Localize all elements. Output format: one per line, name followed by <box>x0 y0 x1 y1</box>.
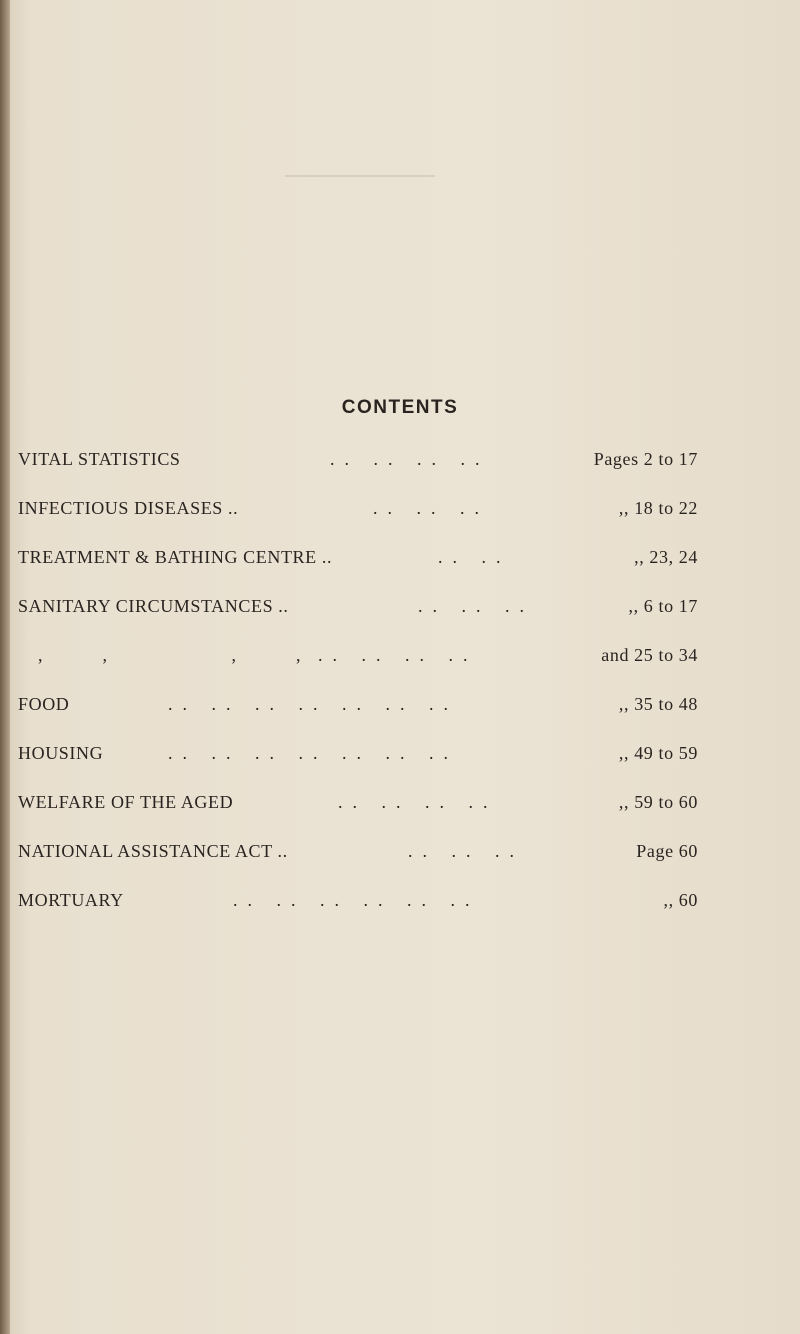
toc-entry-label: SANITARY CIRCUMSTANCES .. <box>18 596 289 616</box>
toc-page-ref: ,, 35 to 48 <box>618 694 698 714</box>
toc-entry <box>18 498 698 524</box>
toc-entry-label: FOOD <box>18 694 70 714</box>
toc-entry <box>18 694 698 720</box>
page-binding-edge <box>0 0 10 1334</box>
toc-leader-dots: .. .. .. <box>373 498 489 518</box>
toc-page-ref: ,, 59 to 60 <box>618 792 698 812</box>
toc-entry-label: INFECTIOUS DISEASES .. <box>18 498 239 518</box>
toc-entry-label: MORTUARY <box>18 890 124 910</box>
toc-page-ref: ,, 23, 24 <box>634 547 698 567</box>
toc-entry-label: HOUSING <box>18 743 104 763</box>
toc-page-ref: ,, 60 <box>663 890 698 910</box>
toc-leader-dots: .. .. .. <box>418 596 534 616</box>
toc-leader-dots: .. .. .. .. <box>338 792 498 812</box>
contents-heading: CONTENTS <box>341 397 459 418</box>
toc-entry-label: NATIONAL ASSISTANCE ACT .. <box>18 841 288 861</box>
toc-leader-dots: .. .. .. <box>408 841 524 861</box>
toc-leader-dots: .. .. <box>438 547 511 567</box>
toc-entry <box>18 841 698 867</box>
toc-entry <box>18 645 698 671</box>
toc-page-ref: ,, 6 to 17 <box>628 596 698 616</box>
toc-leader-dots: .. .. .. .. .. .. .. <box>168 743 458 763</box>
toc-page-ref: ,, 18 to 22 <box>618 498 698 518</box>
toc-entry-label: WELFARE OF THE AGED <box>18 792 234 812</box>
toc-entry-label: TREATMENT & BATHING CENTRE .. <box>18 547 333 567</box>
toc-entry <box>18 792 698 818</box>
toc-leader-dots: .. .. .. .. .. .. .. <box>168 694 458 714</box>
toc-leader-dots: .. .. .. .. <box>318 645 478 665</box>
toc-entry <box>18 449 698 475</box>
toc-entry <box>18 890 698 916</box>
toc-page-ref: Page 60 <box>636 841 698 861</box>
toc-entry-label: ,, ,, <box>38 645 361 665</box>
toc-entry <box>18 547 698 573</box>
toc-entry <box>18 596 698 622</box>
toc-page-ref: ,, 49 to 59 <box>618 743 698 763</box>
toc-leader-dots: .. .. .. .. <box>330 449 490 469</box>
toc-page-ref: and 25 to 34 <box>601 645 698 665</box>
bleed-through-rule <box>285 175 435 177</box>
toc-entry-label: VITAL STATISTICS <box>18 449 181 469</box>
toc-page-ref: Pages 2 to 17 <box>593 449 698 469</box>
toc-leader-dots: .. .. .. .. .. .. <box>233 890 480 910</box>
toc-entry <box>18 743 698 769</box>
